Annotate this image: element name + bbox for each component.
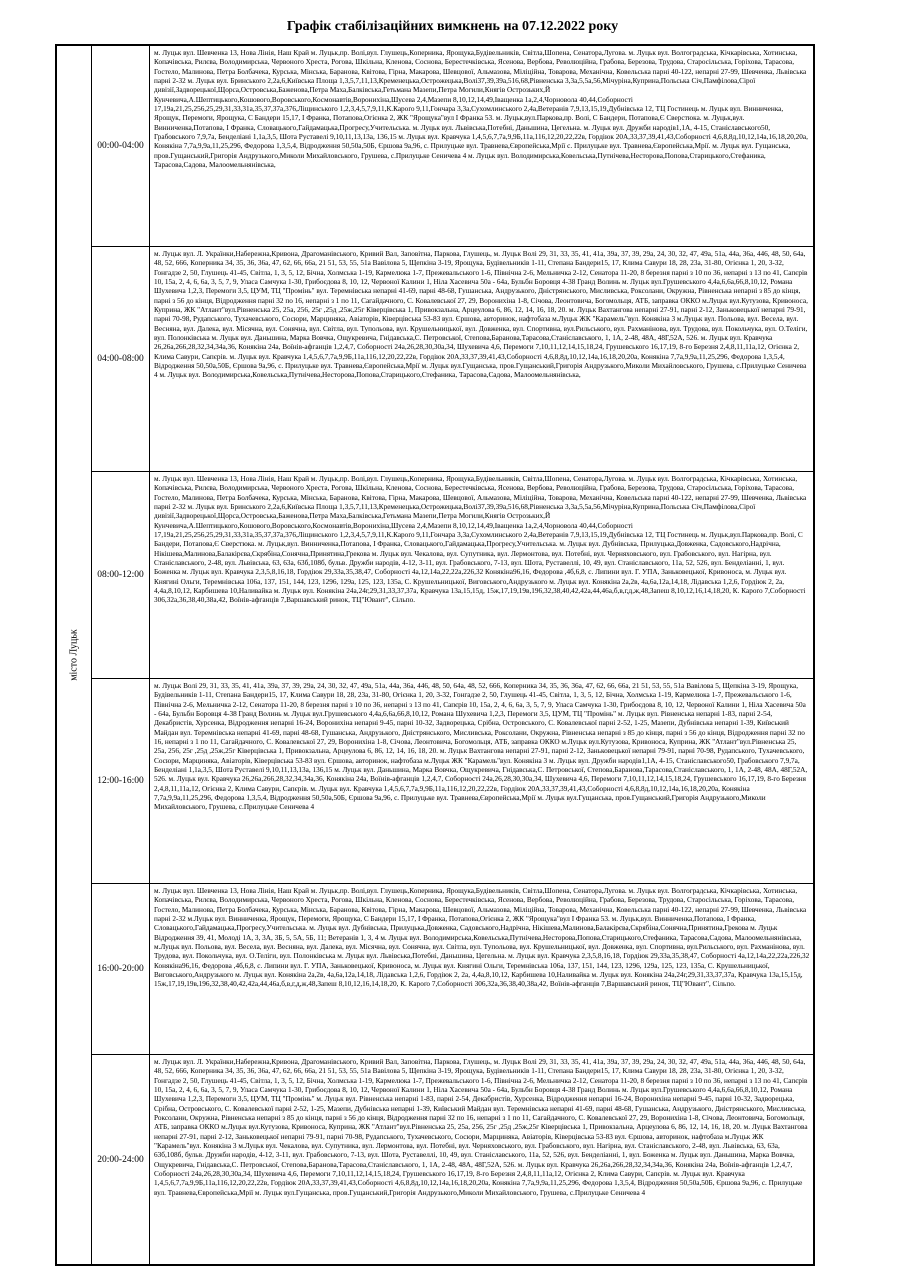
- address-list: м. Луцьк вул. Л. Українки,Набережна,Кривона, Драгоманівського, Кривий Вал, Заповітна, Паркова, Глушець, м. Луцьк Волі 29, 31, 33, 35, 41, 41а, 39а, 37, 39, 29а, 24, 30, 32, 47, 49а, 51а, 44а, 36а, 446, 48, 50, 64а, 48, 52, 666, Коперника 34, 35, 36, 36а, 47, 62, 66, 66а, 21 51, 53, 55, 51а Вавілова 5, Щепкіна 3-19, Ярощука, Будівельників 1-11, Степана Бандери15, 17, Клима Савури 18, 28, 23а, 31-80, Огієнка 1, 20, 3-32, Гонгадзе 2, 50, Глушець 41-45, Світла, 1, 3, 5, 12, Бічна, Холмська 1-19, Кармелюка 1-7, Прежевальського 1-6, Північна 2-6, Мельничка 2-12, Сенатора 11-20, 8 березня парні з 10 по 36, непарні з 13 по 41, Сапєрів 10, 15а, 2, 4, 6, 6а, 3, 5, 7, 9, Уласа Самчука 1-30, Грибоєдова 8, 10, 12, Червоної Калини 1, Ніла Хасевича 50а - 64а, Бульбн Боровця 4-38 Гранд Волинь м. Луцьк вул.Грушевського 4,4а,6,6а,66,8,10,12, Романа Шухевича 1,2,3, Перемоги 3,5, ЦУМ, ТЦ "Промінь" вул. Теремнівська непарні 41-69, парні 48-68, Гушанська, Андрузького, Дністрянського, Мисливська, Роксолани, Окружна, Рівненська непарні з 85 до кінця, парні з 56 до кінця, Відродження парні 32 по 16, непарні з 1 по 11, Сагайдачного, С. Ковалевської 27, 29, Воронихіна 1-8, Січова, Леонтовича, Богомольця, АТБ, заправка ОККО м.Луцьк вул.Кутузова, Кривоноса, Куприна, ЖК "Атлант"вул.Рівненська 25, 25а, 256, 25г ,25д ,25ж,25г Ківерцівська 1, Привокзальна, Арцеулова 6, 86, 12, 14, 16, 18, 20. м. Луцьк Вахтангова непарні 27-91, парні 2-12, Заньковецької непарні 79-91, парні 70-98, Рудапського, Тухачевського, Сосюри, Марциняка, Авіаторів, Ківерцівська 53-83 вул. Єршова, авторинок, нафтобаза м.Луцьк ЖК "Карамель"вул. Конякіна 3 м.Луцьк вул. Польова, вул. Весела, вул. Весняна, вул. Далека, вул. Місячна, вул. Сонячна, вул. Світла, вул. Тупольова, вул. Крушельницької, вул. Довженка, вул. Спортивна, вул.Рильського, вул. Рахманінова, вул. Трудова, вул. Покольчука, вул. О.Теліги, вул. Полонківська м. Луцьк вул. Даньшина, Марка Вовчка, Ощукревича, Гнідавська,С. Петровської, Степова,Баранова,Тарасова,Станіславського, 1, 1А, 2-48, 48А, 48Г,52А, 526. м. Луцьк вул. Кравчука 26,26а,266,28,32,34,34а,36, Конякіна 24а, Воїнів-афганців 1,2,4,7, Соборності 24а,26,28,30,30а,34, Шухевича 4,6, Перемоги 7,10,11,12,14,15,18,24, Грушевського 16,17,19, 8-го Березня 2,4,8,11,11а,12, Огієнка 2, Клима Савури, Сапєрів. м. Луцьк вул. Кравчука 1,4,5,6,7,7а,9,9Б,11а,116,12,20,22,22в, Гордіюк 20А,33,37,39,41,43,Соборності 4,6,8,8д,10,12,14а,16,18,20,20а, Конякіна 7,7а,9,9а,11,25,296, Федорова 1,3,5,4, Відродження 50,50а,50Б, Єршова 9а,96, с. Прилуцьке вул. Травнева,Європейська,Мрії м. Луцьк вул.Гущанська, пров.Гущанський,Григорія Андрузького,Миколи Михайловського, Грушева, с.Прилуцьке Сеничева 4 м. Луцьк вул. Володимирська,Ковельська,Путнічева,Несторова,Попова,Старицького,Стефаника, Тарасова,Садова, Малоомельнянівська,: [154, 250, 808, 380]
- schedule-row: [92, 1055, 813, 1264]
- time-slot: 00:00-04:00: [92, 46, 150, 246]
- schedule-table: [55, 44, 815, 1266]
- schedule-row: [92, 884, 813, 1055]
- address-list: м. Луцьк вул. Шевченка 13, Нова Лінія, Наш Край м. Луцьк,пр. Волі,вул. Глушець,Коперника, Ярощука,Будівельників, Світла,Шопена, Сенатора,Лугова. м. Луцьк вул. Волгоградська, Кічкарівська, Хотинська, Копачівська, Рилєва, Володимирська, Червоного Хреста, Рогова, Шкільна, Кленова, Соснова, Берестечківська, Ясенова, Вербова, Революційна, Грабова, Березова, Трудова, Старосільська, Горіхова, Тарасова, Гостело, Малинова, Петра Болбачека, Курська, Мінська, Баранова, Квітова, Гірна, Макарова, Шевцової, Альмазова, Міліційна, Товарова, Механічна, Ковельська парні 40-122, непарні 27-99, Шевченка, Львівська парні 2-32 м. Луцьк вул. Бринського 2,2а,6,Київська Площа 1,3,5,7,11,13,Кременецька,Острожецька,Волі37,39,39а,516,68,Рівненська 3,3а,5,5а,56,Мічуріна,Куприна,Польська Січ,Памфілова,Сірої дивізії,Задворецької,Щорса,Островська,Баженова,Петра Маха,Балківська,Гетьмана Мазепи,Петра Могили,Княгів Острозьких,Й Кунчевича,А.Шептицького,Кошового,Воровського,Космонавтів,Воронихіна,Шусева 2,4,Мазепи 8,10,12,14,49,Іващенка 1а,2,4,Чорновола 40,44,Соборності 17,19а,21,25,256,25,29,31,33,31а,35,37,37а,376,Ліщинського 1,2,3,4,5,7,9,11,К.Кароґо 9,11,Гончара 3,3а,Сухомлинського 2,4а,Ветеранів 7,9,13,15,19,Дубнівська 12, ТЦ Гостинець м. Луцьк,вул.Паркова,пр. Волі, С Бандери, Потапова,Є Сверстюка. м. Луцьк,вул. Винниченка,Потапова, І Франка, Словацького,Гайдамацька,Прогресу,Учительська. м. Луцьк вул. Дубнівська, Прилуцька,Довженка, Садовського,Надрічна, Нікішева,Малинова,Балакірєва,Скрябіна,Сонячна,Принятина,Грекова м. Луцьк вул. Чекалова, вул. Супутника, вул. Лермонтова, вул. Потебні, вул. Черняховського, вул. Грабовського, вул. Нагірна, вул. Станіславського, 2-48, вул. Львівська, 63, 63а, 63б,108б, бульв. Дружби народів, 4-12, 3-11, вул. Грабовського, 7-13, вул. Шота, Руставеллі, 10, 49, вул. Станіславського, 11а, 52, 526, вул. Бенделіанні, 1, вул. Боженка м. Луцьк вул. Кравчука 2,3,5,8,16,18, Гордіюк 29,33а,35,38,47, Соборності 4а,12,14а,22,22а,226,32 Конякіна96,16, Федорова ,4б,6,8, с. Липини вул. Г. УПА, Заньковецької, Кривоноса, м. Луцьк вул. Княгині Ольги, Теремнівська 106а, 137, 151, 144, 123, 1296, 129а, 125, 123, 135а, С. Крушельницької, Виговського,Андрузького м. Луцьк вул. Конякіна 2а,2в, 4а,6а,12а,14,18, Лідавська 1,2,6, Гордіюк 2, 2а, 4,4а,8,10,12, Карбишева 10,Наливайка м. Луцьк вул. Конякіна 24а,24г,29,31,33,37,37а, Кравчука 13а,15,15д, 15ж,17,19,19в,196,32,38,40,42,42а,44,46а,б,в,г,д,ж,48,Запеш 8,10,12,16,14,18,20, К. Кароґо 7,Соборності 306,32а,36,38,40,38а,42, Воїнів-афганців 7,Варшавський ринок, ТЦ"Ювант", Сільпо.: [154, 475, 807, 605]
- schedule-row: [92, 247, 813, 472]
- time-slot: 20:00-24:00: [92, 1055, 150, 1264]
- city-label: місто Луцьк: [68, 629, 80, 681]
- time-slot: 12:00-16:00: [92, 679, 150, 883]
- schedule-row: [92, 472, 813, 679]
- schedule-row: [92, 679, 813, 884]
- document-title: Графік стабілізаційних вимкнень на 07.12.2022 року: [286, 19, 619, 34]
- city-column: [57, 46, 92, 1264]
- schedule-row: [92, 46, 813, 247]
- address-list: м. Луцьк Волі 29, 31, 33, 35, 41, 41а, 39а, 37, 39, 29а, 24, 30, 32, 47, 49а, 51а, 44а, 36а, 446, 48, 50, 64а, 48, 52, 666, Коперника 34, 35, 36, 36а, 47, 62, 66, 66а, 21 51, 53, 55, 51а Вавілова 5, Щепкіна 3-19, Ярощука, Будівельників 1-11, Степана Бандери15, 17, Клима Савури 18, 28, 23а, 31-80, Огієнка 1, 20, 3-32, Гонгадзе 2, 50, Глушець 41-45, Світла, 1, 3, 5, 12, Бічна, Холмська 1-19, Кармелюка 1-7, Прежевальського 1-6, Північна 2-6, Мельничка 2-12, Сенатора 11-20, 8 березня парні з 10 по 36, непарні з 13 по 41, Сапєрів 10, 15а, 2, 4, 6, 6а, 3, 5, 7, 9, Уласа Самчука 1-30, Грибоєдова 8, 10, 12, Червоної Калини 1, Ніла Хасевича 50а - 64а, Бульбн Боровця 4-38 Гранд Волинь м. Луцьк вул.Грушевського 4,4а,6,6а,66,8,10,12, Романа Шухевича 1,2,3, Перемоги 3,5, ЦУМ, ТЦ "Промінь" м. Луцьк вул. Рівненська непарні 1-83, парні 2-54, Декабристів, Хурсенка, Відродження непарні 16-24, Воронихіна непарні 9-45, парні 10-32, Задворецька, Срібна, Островського, С. Ковалевської парні 2-52, 1-25, Мазепи, Дубнівська непарні 1-39, Київський Майдан вул. Теремнівська непарні 41-69, парні 48-68, Гушанська, Андрузького, Дністрянського, Мисливська, Роксолани, Окружна, Рівненська непарні з 85 до кінця, парні з 56 до кінця, Відродження парні 32 по 16, непарні з 1 по 11, Сагайдачного, С. Ковалевської 27, 29, Воронихіна 1-8, Січова, Леонтовича, Богомольця, АТБ, заправка ОККО м.Луцьк вул.Кутузова, Кривоноса, Куприна, ЖК "Атлант"вул.Рівненська 25, 25а, 256, 25г ,25д ,25ж,25г Ківерцівська 1, Привокзальна, Арцеулова 6, 86, 12, 14, 16, 18, 20. м. Луцьк Вахтангова непарні 27-91, парні 2-12, Заньковецької непарні 79-91, парні 70-98, Рудапського, Тухачевського, Сосюри, Марциняка, Авіаторів, Ківерцівська 53-83 вул. Єршова, авторинок, нафтобаза м.Луцьк ЖК "Карамель"вул. Конякіна 3 м. Луцьк вул. Дружби народів1,1А, 4-15, Станіславського50, Грабовського 7,9,7а, Бенделіані 1,1а,3,5, Шота Руставелі 9,10,11,13,13а, 136,15 м. Луцьк вул. Даньшина, Марка Вовчка, Ощукревича, Гнідавська,С. Петровської, Степова,Баранова,Тарасова,Станіславського, 1, 1А, 2-48, 48А, 48Г,52А, 526. м. Луцьк вул. Кравчука 26,26а,266,28,32,34,34а,36, Конякіна 24а, Воїнів-афганців 1,2,4,7, Соборності 24а,26,28,30,30а,34, Шухевича 4,6, Перемоги 7,10,11,12,14,15,18,24, Грушевського 16,17,19, 8-го Березня 2,4,8,11,11а,12, Огієнка 2, Клима Савури, Сапєрів. м. Луцьк вул. Кравчука 1,4,5,6,7,7а,9,9Б,11а,116,12,20,22,22в, Гордіюк 20А,33,37,39,41,43,Соборності 4,6,8,8д,10,12,14а,16,18,20,20а, Конякіна 7,7а,9,9а,11,25,296, Федорова 1,3,5,4, Відродження 50,50а,50Б, Єршова 9а,96, с. Прилуцьке вул. Травнева,Європейська,Мрії м. Луцьк вул.Гущанська, пров.Гущанський,Григорія Андрузького,Миколи Михайловського, Грушева, с.Прилуцьке Сеничева 4: [154, 682, 808, 812]
- address-list: м. Луцьк вул. Шевченка 13, Нова Лінія, Наш Край м. Луцьк,пр. Волі,вул. Глушець,Коперника, Ярощука,Будівельників, Світла,Шопена, Сенатора,Лугова. м. Луцьк вул. Волгоградська, Кічкарівська, Хотинська, Копачівська, Рилєва, Володимирська, Червоного Хреста, Рогова, Шкільна, Кленова, Соснова, Берестечківська, Ясенова, Вербова, Революційна, Грабова, Березова, Трудова, Старосільська, Горіхова, Тарасова, Гостело, Малинова, Петра Болбачека, Курська, Мінська, Баранова, Квітова, Гірна, Макарова, Шевцової, Альмазова, Міліційна, Товарова, Механічна, Ковельська парні 40-122, непарні 27-99, Шевченка, Львівська парні 2-32 м. Луцьк вул. Бринського 2,2а,6,Київська Площа 1,3,5,7,11,13,Кременецька,Острожецька,Волі37,39,39а,516,68,Рівненська 3,3а,5,5а,56,Мічуріна,Куприна,Польська Січ,Памфілова,Сірої дивізії,Задворецької,Щорса,Островська,Баженова,Петра Маха,Балківська,Гетьмана Мазепи,Петра Могили,Княгів Острозьких,Й Кунчевича,А.Шептицького,Кошового,Воровського,Космонавтів,Воронихіна,Шусева 2,4,Мазепи 8,10,12,14,49,Іващенка 1а,2,4,Чорновола 40,44,Соборності 17,19а,21,25,256,25,29,31,33,31а,35,37,37а,376,Ліщинського 1,2,3,4,5,7,9,11,К.Кароґо 9,11,Гончара 3,3а,Сухомлинського 2,4а,Ветеранів 7,9,13,15,19,Дубнівська 12, ТЦ Гостинець м. Луцьк вул. Винниченка, Ярощук, Перемоги, Ярощука, С Бандери 15,17, І Франка, Потапова,Огієнка 2, ЖК "Ярощука"вул І Франка 53. м. Луцьк,вул.Паркова,пр. Волі, С Бандери, Потапова,Є Сверстюка. м. Луцьк,вул. Винниченка,Потапова, І Франка, Словацького,Гайдамацька,Прогресу,Учительська. м. Луцьк вул. Львівська,Потебні, Даньшина, Цегельна. м. Луцьк вул. Дружби народів1,1А, 4-15, Станіславського50, Грабовського 7,9,7а, Бенделіані 1,1а,3,5, Шота Руставелі 9,10,11,13,13а, 136,15 м. Луцьк вул. Кравчука 1,4,5,6,7,7а,9,9Б,11а,116,12,20,22,22в, Гордіюк 20А,33,37,39,41,43,Соборності 4,6,8,8д,10,12,14а,16,18,20,20а, Конякіна 7,7а,9,9а,11,25,296, Федорова 1,3,5,4, Відродження 50,50а,50Б, Єршова 9а,96, с. Прилуцьке вул. Травнева,Європейська,Мрії с. Прилуцьке вул. Травнева,Європейська,Мрії. м. Луцьк вул. Гущанська, пров.Гущанський,Григорія Андрузького,Миколи Михайловського, Грушева, с.Прилуцьке Сеничева 4 м. Луцьк вул. Володимирська,Ковельська,Путнічева,Несторова,Попова,Старицького,Стефаника, Тарасова,Садова, Малоомельнянівська,: [154, 49, 808, 170]
- time-slot: 04:00-08:00: [92, 247, 150, 471]
- time-slot: 16:00-20:00: [92, 884, 150, 1054]
- address-list: м. Луцьк вул. Шевченка 13, Нова Лінія, Наш Край м. Луцьк,пр. Волі,вул. Глушець,Коперника, Ярощука,Будівельників, Світла,Шопена, Сенатора,Лугова. м. Луцьк вул. Волгоградська, Кічкарівська, Хотинська, Копачівська, Рилєва, Володимирська, Червоного Хреста, Рогова, Шкільна, Кленова, Соснова, Берестечківська, Ясенова, Вербова, Революційна, Грабова, Березова, Трудова, Старосільська, Горіхова, Тарасова, Гостело, Малинова, Петра Болбачека, Курська, Мінська, Баранова, Квітова, Гірна, Макарова, Шевцової, Альмазова, Міліційна, Товарова, Механічна, Ковельська парні 40-122, непарні 27-99, Шевченка, Львівська парні 2-32 м.Луцьк вул. Винниченка, Ярощук, Перемоги, Ярощука, С Бандери 15,17, І Франка, Потапова,Огієнка 2, ЖК "Ярощука"вул І Франка 53. м. Луцьк,вул. Винниченка,Потапова, І Франка, Словацького,Гайдамацька,Прогресу,Учительська. м. Луцьк вул. Дубнівська, Прилуцька,Довженка, Садовського,Надрічна, Нікішева,Малинова,Балакірєва,Скрябіна,Сонячна,Принятина,Грекова м. Луцьк Відродження 39, 41, Молоді 1А, 3, 3А, 3Б, 5, 5А, 5Б, 11; Ветеранів 1, 3, 4 м. Луцьк вул. Володимирська,Ковельська,Путнічева,Несторова,Попова,Старицького,Стефаника, Тарасова,Садова, Малоомельнянівська, м.Луцьк вул. Польова, вул. Весела, вул. Весняна, вул. Далека, вул. Місячна, вул. Сонячна, вул. Світла, вул. Тупольова, вул. Крушельницької, вул. Довженка, вул. Спортивна, вул.Рильського, вул. Рахманінова, вул. Трудова, вул. Покольчука, вул. О.Теліги, вул. Полонківська м. Луцьк вул. Львівська,Потебні, Даньшина, Цегельна. м. Луцьк вул. Кравчука 2,3,5,8,16,18, Гордіюк 29,33а,35,38,47, Соборності 4а,12,14а,22,22а,226,32 Конякіна96,16, Федорова ,4б,6,8, с. Липини вул. Г. УПА, Заньковецької, Кривоноса, м. Луцьк вул. Княгині Ольги, Теремнівська 106а, 137, 151, 144, 123, 1296, 129а, 125, 123, 135а, С. Крушельницької, Виговського,Андрузького м. Луцьк вул. Конякіна 2а,2в, 4а,6а,12а,14,18, Лідавська 1,2,6, Гордіюк 2, 2а, 4,4а,8,10,12, Карбишева 10,Наливайка м. Луцьк вул. Конякіна 24а,24г,29,31,33,37,37а, Кравчука 13а,15,15д, 15ж,17,19,19в,196,32,38,40,42,42а,44,46а,б,в,г,д,ж,48,Запеш 8,10,12,16,14,18,20, К. Кароґо 7,Соборності 306,32а,36,38,40,38а,42, Воїнів-афганців 7,Варшавський ринок, ТЦ"Ювант", Сільпо.: [154, 887, 810, 989]
- address-list: м. Луцьк вул. Л. Українки,Набережна,Кривона, Драгоманівського, Кривий Вал, Заповітна, Паркова, Глушець, м. Луцьк Волі 29, 31, 33, 35, 41, 41а, 39а, 37, 39, 29а, 24, 30, 32, 47, 49а, 51а, 44а, 36а, 446, 48, 50, 64а, 48, 52, 666, Коперника 34, 35, 36, 36а, 47, 62, 66, 66а, 21 51, 53, 55, 51а Вавілова 5, Щепкіна 3-19, Ярощука, Будівельників 1-11, Степана Бандери15, 17, Клима Савури 18, 28, 23а, 31-80, Огієнка 1, 20, 3-32, Гонгадзе 2, 50, Глушець 41-45, Світла, 1, 3, 5, 12, Бічна, Холмська 1-19, Кармелюка 1-7, Прежевальського 1-6, Північна 2-6, Мельничка 2-12, Сенатора 11-20, 8 березня парні з 10 по 36, непарні з 13 по 41, Сапєрів 10, 15а, 2, 4, 6, 6а, 3, 5, 7, 9, Уласа Самчука 1-30, Грибоєдова 8, 10, 12, Червоної Калини 1, Ніла Хасевича 50а - 64а, Бульбн Боровця 4-38 Гранд Волинь м. Луцьк вул.Грушевського 4,4а,6,6а,66,8,10,12, Романа Шухевича 1,2,3, Перемоги 3,5, ЦУМ, ТЦ "Промінь" м. Луцьк вул. Рівненська непарні 1-83, парні 2-54, Декабристів, Хурсенка, Відродження непарні 16-24, Воронихіна непарні 9-45, парні 10-32, Задворецька, Срібна, Островського, С. Ковалевської парні 2-52, 1-25, Мазепи, Дубнівська непарні 1-39, Київський Майдан вул. Теремнівська непарні 41-69, парні 48-68, Гушанська, Андрузького, Дністрянського, Мисливська, Роксолани, Окружна, Рівненська непарні з 85 до кінця, парні з 56 до кінця, Відродження парні 32 по 16, непарні з 1 по 11, Сагайдачного, С. Ковалевської 27, 29, Воронихіна 1-8, Січова, Леонтовича, Богомольця, АТБ, заправка ОККО м.Луцьк вул.Кутузова, Кривоноса, Куприна, ЖК "Атлант"вул.Рівненська 25, 25а, 256, 25г ,25д ,25ж,25г Ківерцівська 1, Привокзальна, Арцеулова 6, 86, 12, 14, 16, 18, 20. м. Луцьк Вахтангова непарні 27-91, парні 2-12, Заньковецької непарні 79-91, парні 70-98, Рудапського, Тухачевського, Сосюри, Марциняка, Авіаторів, Ківерцівська 53-83 вул. Єршова, авторинок, нафтобаза м.Луцьк ЖК "Карамель"вул. Конякіна 3 м.Луцьк вул. Чекалова, вул. Супутника, вул. Лермонтова, вул. Потебні, вул. Черняховського, вул. Грабовського, вул. Нагірна, вул. Станіславського, 2-48, вул. Львівська, 63, 63а, 63б,108б, бульв. Дружби народів, 4-12, 3-11, вул. Грабовського, 7-13, вул. Шота, Руставеллі, 10, 49, вул. Станіславського, 11а, 52, 526, вул. Бенделіанні, 1, вул. Боженка м. Луцьк вул. Даньшина, Марка Вовчка, Ощукревича, Гнідавська,С. Петровської, Степова,Баранова,Тарасова,Станіславського, 1, 1А, 2-48, 48А, 48Г,52А, 526. м. Луцьк вул. Кравчука 26,26а,266,28,32,34,34а,36, Конякіна 24а, Воїнів-афганців 1,2,4,7, Соборності 24а,26,28,30,30а,34, Шухевича 4,6, Перемоги 7,10,11,12,14,15,18,24, Грушевського 16,17,19, 8-го Березня 2,4,8,11,11а,12, Огієнка 2, Клима Савури, Сапєрів. м. Луцьк вул. Кравчука 1,4,5,6,7,7а,9,9Б,11а,116,12,20,22,22в, Гордіюк 20А,33,37,39,41,43,Соборності 4,6,8,8д,10,12,14а,16,18,20,20а, Конякіна 7,7а,9,9а,11,25,296, Федорова 1,3,5,4, Відродження 50,50а,50Б, Єршова 9а,96, с. Прилуцьке вул. Травнева,Європейська,Мрії м. Луцьк вул.Гущанська, пров.Гущанський,Григорія Андрузького,Миколи Михайловського, Грушева, с.Прилуцьке Сеничева 4: [154, 1058, 808, 1197]
- time-slot: 08:00-12:00: [92, 472, 150, 678]
